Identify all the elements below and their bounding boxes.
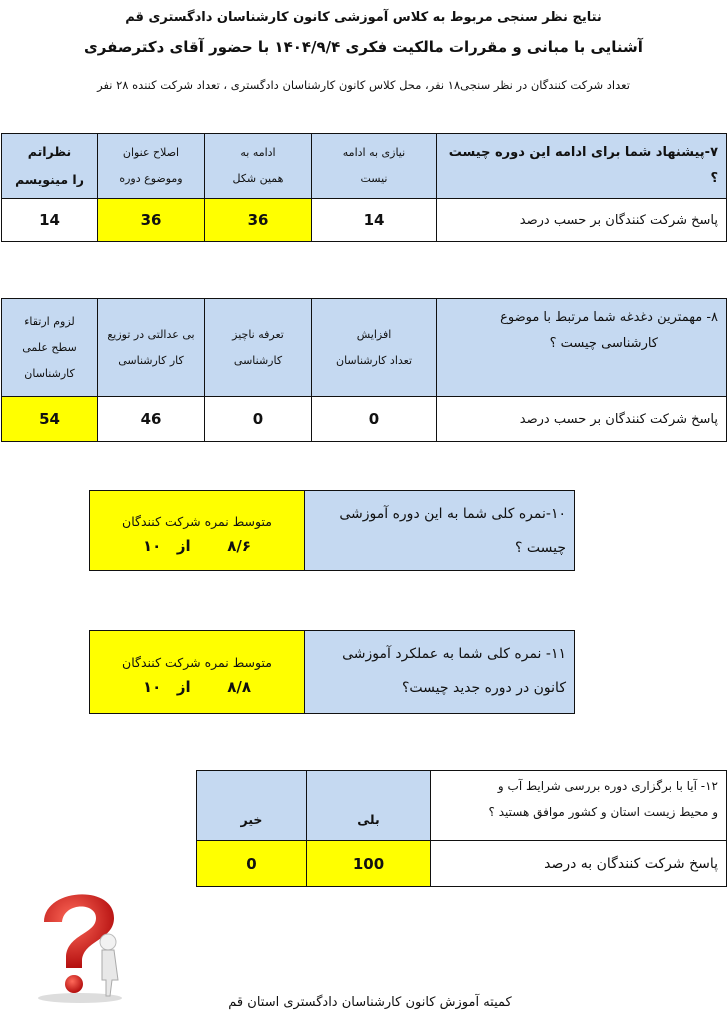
q10-score-cell: [90, 491, 305, 571]
q8-option-3: بی عدالتی در توزیع کار کارشناسی: [98, 299, 205, 397]
q12-question: ۱۲- آیا با برگزاری دوره بررسی شرایط آب و و محیط زیست استان و کشور موافق هستید ؟: [431, 771, 727, 841]
course-subtitle: آشنایی با مبانی و مقررات مالکیت فکری ۱۴۰۴/۹/۴ با حضور آقای دکترصفری: [84, 38, 643, 56]
q8-option-1: افزایش تعداد کارشناسان: [312, 299, 437, 397]
q7-option-3: اصلاح عنوان وموضوع دوره: [98, 134, 205, 199]
q7-value-2: 36: [205, 199, 312, 242]
q7-option-1: نیازی به ادامه نیست: [312, 134, 437, 199]
q10-table: [89, 490, 575, 571]
q7-value-3: 36: [98, 199, 205, 242]
q7-option-4: نظراتم را مینویسم: [2, 134, 98, 199]
q8-option-4: لزوم ارتقاء سطح علمی کارشناسان: [2, 299, 98, 397]
q11-question: ۱۱- نمره کلی شما به عملکرد آموزشی کانون در دوره جدید چیست؟: [305, 631, 575, 714]
q7-row-label: پاسخ شرکت کنندگان بر حسب درصد: [437, 199, 727, 242]
q8-table: [1, 298, 727, 442]
q10-avg-label: متوسط نمره شرکت کنندگان: [122, 513, 272, 529]
q11-score-cell: [90, 631, 305, 714]
q7-question: ۷-پیشنهاد شما برای ادامه این دوره چیست ؟: [437, 134, 727, 199]
q10-score: ۸/۶ از ۱۰: [142, 536, 252, 555]
q7-value-4: 14: [2, 199, 98, 242]
page-title: نتایج نظر سنجی مربوط به کلاس آموزشی کانون کارشناسان دادگستری قم: [125, 10, 602, 25]
q8-question: ۸- مهمترین دغدغه شما مرتبط با موضوع کارشناسی چیست ؟: [437, 299, 727, 397]
q8-value-2: 0: [205, 397, 312, 442]
footer-committee: کمیته آموزش کانون کارشناسان دادگستری استان قم: [228, 995, 512, 1010]
q12-value-no: 0: [197, 841, 307, 887]
question-mark-figure-icon: [22, 880, 132, 1005]
q11-table: [89, 630, 575, 714]
q11-avg-label: متوسط نمره شرکت کنندگان: [122, 655, 272, 670]
q11-score: ۸/۸ از ۱۰: [142, 678, 252, 696]
q7-value-1: 14: [312, 199, 437, 242]
q12-table: [196, 770, 727, 887]
q12-row-label: پاسخ شرکت کنندگان به درصد: [431, 841, 727, 887]
q12-option-yes: بلی: [307, 771, 431, 841]
q7-table: [1, 133, 727, 242]
participants-info: تعداد شرکت کنندگان در نظر سنجی۱۸ نفر، محل کلاس کانون کارشناسان دادگستری ، تعداد شرکت کننده ۲۸ نفر: [97, 78, 630, 92]
q12-value-yes: 100: [307, 841, 431, 887]
q8-value-1: 0: [312, 397, 437, 442]
q7-option-2: ادامه به همین شکل: [205, 134, 312, 199]
q10-question: ۱۰-نمره کلی شما به این دوره آموزشی چیست ؟: [305, 491, 575, 571]
q8-value-4: 54: [2, 397, 98, 442]
q8-row-label: پاسخ شرکت کنندگان بر حسب درصد: [437, 397, 727, 442]
q8-value-3: 46: [98, 397, 205, 442]
q8-option-2: تعرفه ناچیز کارشناسی: [205, 299, 312, 397]
q12-option-no: خیر: [197, 771, 307, 841]
